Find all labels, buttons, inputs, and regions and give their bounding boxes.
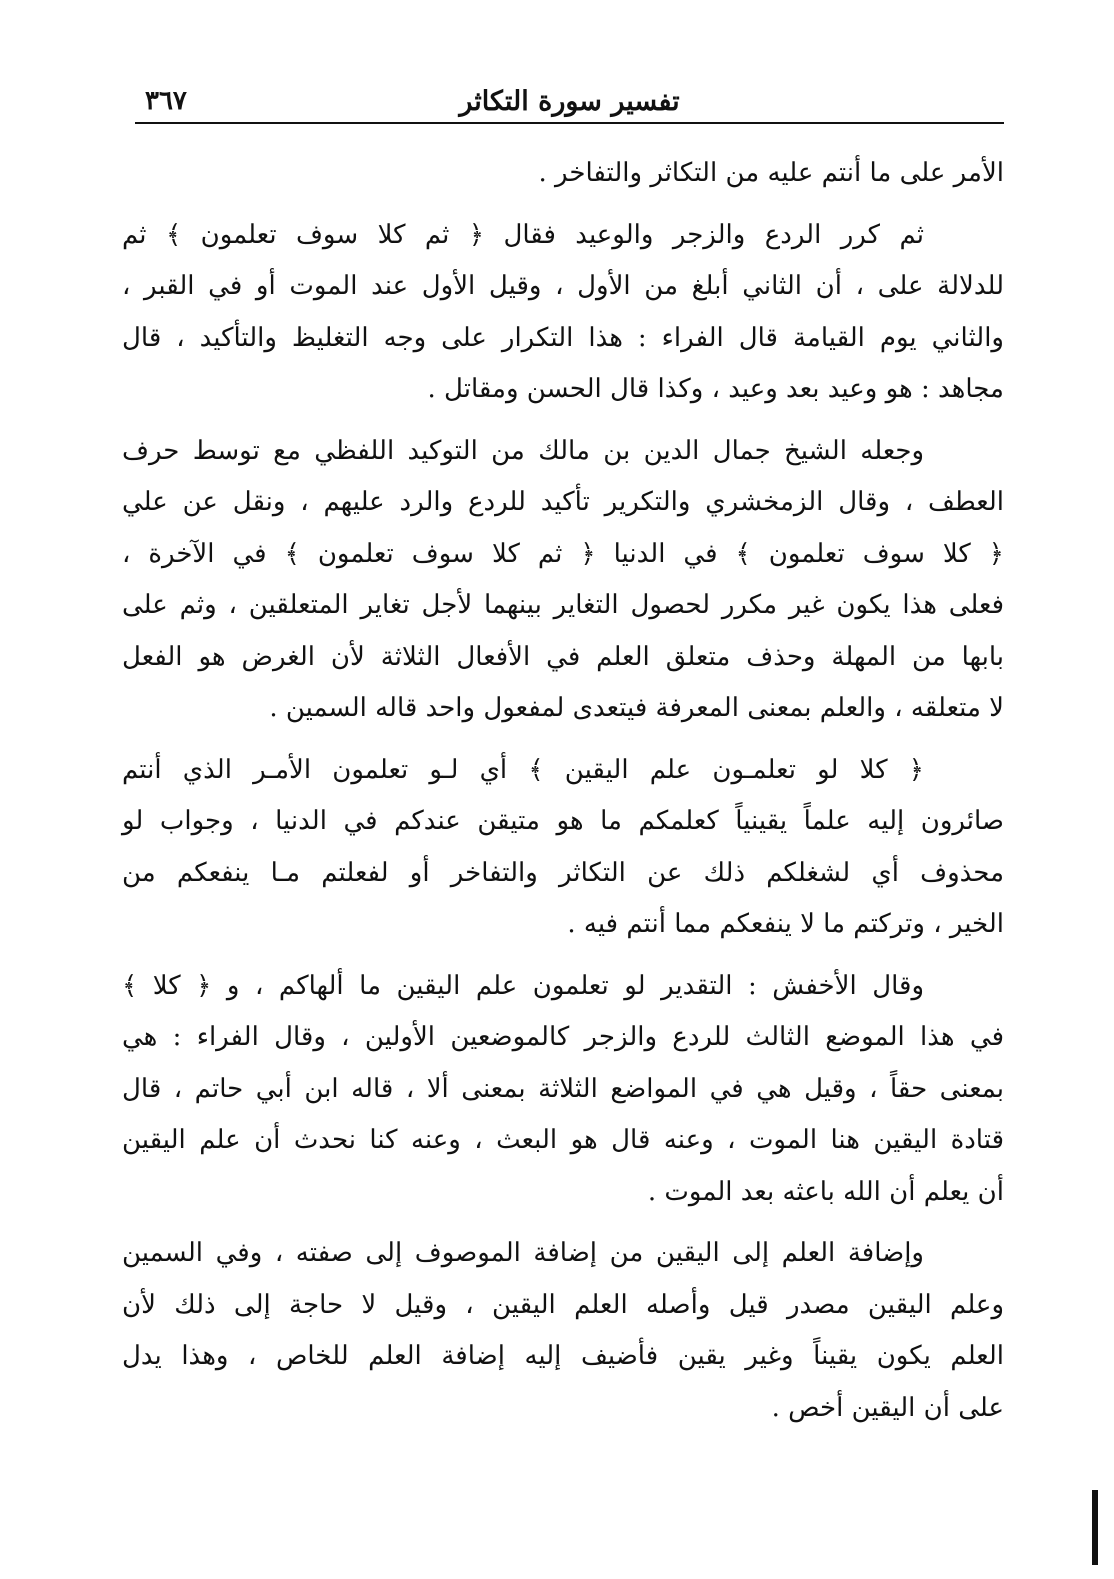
paragraph [122, 745, 1004, 951]
paragraph [122, 148, 1004, 200]
page-number: ٣٦٧ [145, 86, 187, 116]
paragraph [122, 1228, 1004, 1434]
paragraph [122, 210, 1004, 416]
text-line: فعلى هذا يكون غير مكرر لحصول التغاير بينهما لأجل تغاير المتعلقين ، وثم على [122, 590, 1004, 620]
paragraph [122, 961, 1004, 1219]
text-line: أن يعلم أن الله باعثه بعد الموت . [647, 1176, 1004, 1207]
margin-mark [1092, 1490, 1098, 1565]
text-line: للدلالة على ، أن الثاني أبلغ من الأول ، وقيل الأول عند الموت أو في القبر ، [122, 271, 1004, 301]
text-line: وإضافة العلم إلى اليقين من إضافة الموصوف إلى صفته ، وفي السمين [122, 1238, 924, 1268]
page-header [135, 78, 1004, 124]
text-line: والثاني يوم القيامة قال الفراء : هذا التكرار على وجه التغليظ والتأكيد ، قال [122, 322, 1004, 353]
text-line: وجعله الشيخ جمال الدين بن مالك من التوكيد اللفظي مع توسط حرف [122, 435, 924, 466]
text-line: ﴿ كلا سوف تعلمون ﴾ في الدنيا ﴿ ثم كلا سوف تعلمون ﴾ في الآخرة ، [122, 538, 1004, 569]
text-line: قتادة اليقين هنا الموت ، وعنه قال هو البعث ، وعنه كنا نحدث أن علم اليقين [122, 1125, 1004, 1155]
text-line: محذوف أي لشغلكم ذلك عن التكاثر والتفاخر أو لفعلتم مـا ينفعكم من [122, 857, 1004, 888]
text-line: وعلم اليقين مصدر قيل وأصله العلم اليقين ، وقيل لا حاجة إلى ذلك لأن [122, 1289, 1004, 1320]
text-line: بابها من المهلة وحذف متعلق العلم في الأفعال الثلاثة لأن الغرض هو الفعل [122, 641, 1004, 672]
text-line: في هذا الموضع الثالث للردع والزجر كالموضعين الأولين ، وقال الفراء : هي [122, 1022, 1004, 1052]
text-line: ﴿ كلا لو تعلمـون علم اليقين ﴾ أي لـو تعلمون الأمـر الذي أنتم [122, 754, 924, 785]
text-line: العلم يكون يقيناً وغير يقين فأضيف إليه إضافة العلم للخاص ، وهذا يدل [122, 1341, 1004, 1371]
paragraph [122, 426, 1004, 735]
text-line: الأمر على ما أنتم عليه من التكاثر والتفاخر . [538, 158, 1004, 188]
page-body [122, 148, 1004, 1444]
text-line: مجاهد : هو وعيد بعد وعيد ، وكذا قال الحسن ومقاتل . [427, 374, 1004, 404]
running-title: تفسير سورة التكاثر [459, 86, 680, 117]
text-line: ثم كرر الردع والزجر والوعيد فقال ﴿ ثم كلا سوف تعلمون ﴾ ثم [122, 219, 924, 250]
text-line: وقال الأخفش : التقدير لو تعلمون علم اليقين ما ألهاكم ، و ﴿ كلا ﴾ [122, 970, 924, 1001]
text-line: لا متعلقه ، والعلم بمعنى المعرفة فيتعدى لمفعول واحد قاله السمين . [269, 693, 1004, 723]
text-line: على أن اليقين أخص . [771, 1392, 1004, 1423]
text-line: الخير ، وتركتم ما لا ينفعكم مما أنتم فيه . [567, 909, 1004, 939]
text-line: العطف ، وقال الزمخشري والتكرير تأكيد للردع والرد عليهم ، ونقل عن علي [122, 487, 1004, 517]
text-line: صائرون إليه علماً يقينياً كعلمكم ما هو متيقن عندكم في الدنيا ، وجواب لو [122, 806, 1004, 836]
text-line: بمعنى حقاً ، وقيل هي في المواضع الثلاثة بمعنى ألا ، قاله ابن أبي حاتم ، قال [122, 1073, 1004, 1104]
